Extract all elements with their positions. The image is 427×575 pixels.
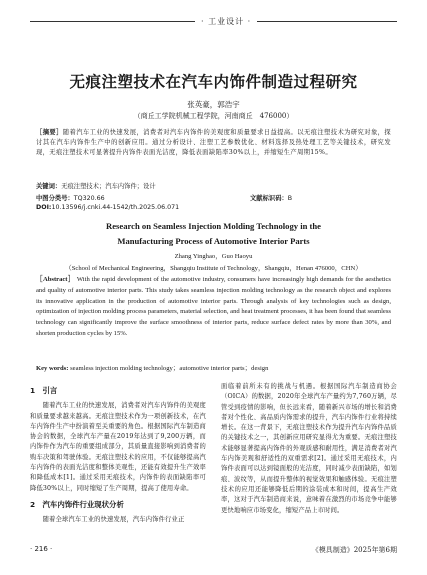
body-paragraph: 面临着前所未有的挑战与机遇。根据国际汽车制造商协会（OICA）的数据，2020年全球汽车产量约为7,760万辆，尽管受到疫情的影响，但长远来看，随着新兴市场的增长和消费者对个性化、高品质内饰需求的提升，汽车内饰件行业将持续增长。在这一背景下，无痕注塑技术作为提升汽车内饰件品质的关键技术之一，其创新应用研究显得尤为重要。无痕注塑技术能够显著提高内饰件的外观质感和耐用性，满足消费者对汽车内饰美观和舒适性的双重需求[2]。通过采用无痕技术，内饰件表面可以达到镜面般的光洁度，同时减少表面缺陷，如划痕、波纹等，从而提升整体的视觉效果和触感体验。无痕注塑技术的应用还能够降低后期的涂装成本和时间，提高生产效率，这对于汽车制造商来说，意味着在激烈的市场竞争中能够更快地响应市场变化，缩短产品上市时间。 [221, 383, 397, 514]
authors-en: Zhang Yinghao，Guo Haoyu [174, 253, 253, 260]
abstract-en-label: ［Abstract］ [36, 276, 75, 283]
title-en-line-1: Research on Seamless Injection Molding Technology in the [106, 221, 321, 231]
doi-label: DOI: [36, 204, 52, 211]
section-heading-introduction: 1 引言 [30, 386, 58, 395]
keywords-zh [36, 181, 156, 190]
doc-code-value: B [287, 195, 293, 202]
affiliation-zh: （商丘工学院机械工程学院，河南商丘 476000） [133, 112, 294, 120]
clc-label: 中图分类号： [36, 195, 74, 202]
section-tag: · 工业设计 · [195, 16, 257, 27]
clc-value: TQ320.66 [73, 195, 105, 202]
keywords-en-text: seamless injection molding technology；automotive interior parts；design [70, 365, 269, 372]
abstract-zh-text: 随着汽车工业的快速发展，消费者对汽车内饰件的美观度和质量要求日益提高。以无痕注塑技术为研究对象，探讨其在汽车内饰件生产中的创新应用。通过分析设计、注塑工艺参数优化、材料选择及热处理工艺等关键技术，研究发现，无痕注塑技术可显著提升内饰件表面光洁度，降低表面缺陷率30%以上，并缩短生产周期15%。 [36, 129, 391, 157]
authors-zh: 张英豪，郭浩宇 [187, 100, 240, 109]
title-en-line-2: Manufacturing Process of Automotive Interior Parts [117, 235, 310, 246]
section-heading-industry-status: 2 汽车内饰件行业现状分析 [30, 499, 124, 509]
doi-value: 10.13596/j.cnki.44-1542/th.2025.06.071 [51, 204, 180, 211]
header-band [30, 16, 397, 26]
page-number: · 216 · [30, 545, 53, 553]
keywords-en [36, 362, 391, 372]
doc-code-label: 文献标识码： [250, 195, 288, 202]
body-column-right [221, 382, 397, 516]
body-paragraph: 随着汽车工业的快速发展，消费者对汽车内饰件的美观度和质量要求越来越高。无痕注塑技术作为一项创新技术，在汽车内饰件生产中扮演着至关重要的角色。根据国际汽车制造商协会的数据，全球汽车产量在2019年达到了9,200万辆，而内饰件作为汽车的重要组成部分，其质量直接影响到消费者的购车决策和驾驶体验。无痕注塑技术的应用，不仅能够提高汽车内饰件的表面光洁度和整体美观性，还能有效提升生产效率和降低成本[1]。通过采用无痕技术，内饰件的表面缺陷率可降低30%以上，同时缩短了生产周期，提高了使用寿命。 [30, 402, 206, 492]
journal-issue: 《模具制造》2025年第6期 [311, 546, 397, 554]
paper-title-en [0, 219, 427, 248]
abstract-en [36, 275, 391, 340]
body-column-left [30, 382, 206, 526]
doi-line [36, 204, 179, 211]
paper-title-zh: 无痕注塑技术在汽车内饰件制造过程研究 [69, 73, 358, 91]
keywords-zh-label: 关键词： [36, 183, 62, 190]
keywords-en-label: Key words: [36, 365, 69, 372]
abstract-zh [36, 128, 391, 159]
keywords-zh-text: 无痕注塑技术；汽车内饰件；设计 [61, 183, 156, 190]
abstract-en-text: With the rapid development of the automotive industry, consumers have increasingly high demands for the aesthetics and quality of automotive interior parts. This study takes seamless injection molding technology as the research object and explores its innovative application in the production of automotive interior parts. Through analysis of key technologies such as design, optimization of injection molding process parameters, material selection, and heat treatment processes, it has been found that seamless technology can significantly improve the surface smoothness of interior parts, reduce surface defect rates by more than 30%, and shorten production cycles by 15%. [36, 276, 391, 337]
document-code [250, 193, 292, 202]
body-paragraph: 随着全球汽车工业的快速发展，汽车内饰件行业正 [42, 516, 185, 524]
abstract-zh-label: ［摘要］ [36, 129, 63, 136]
affiliation-en: （School of Mechanical Engineering，Shangqiu Institute of Technology，Shangqiu，Henan 476000，CHN） [65, 265, 362, 272]
clc-number [36, 193, 105, 202]
